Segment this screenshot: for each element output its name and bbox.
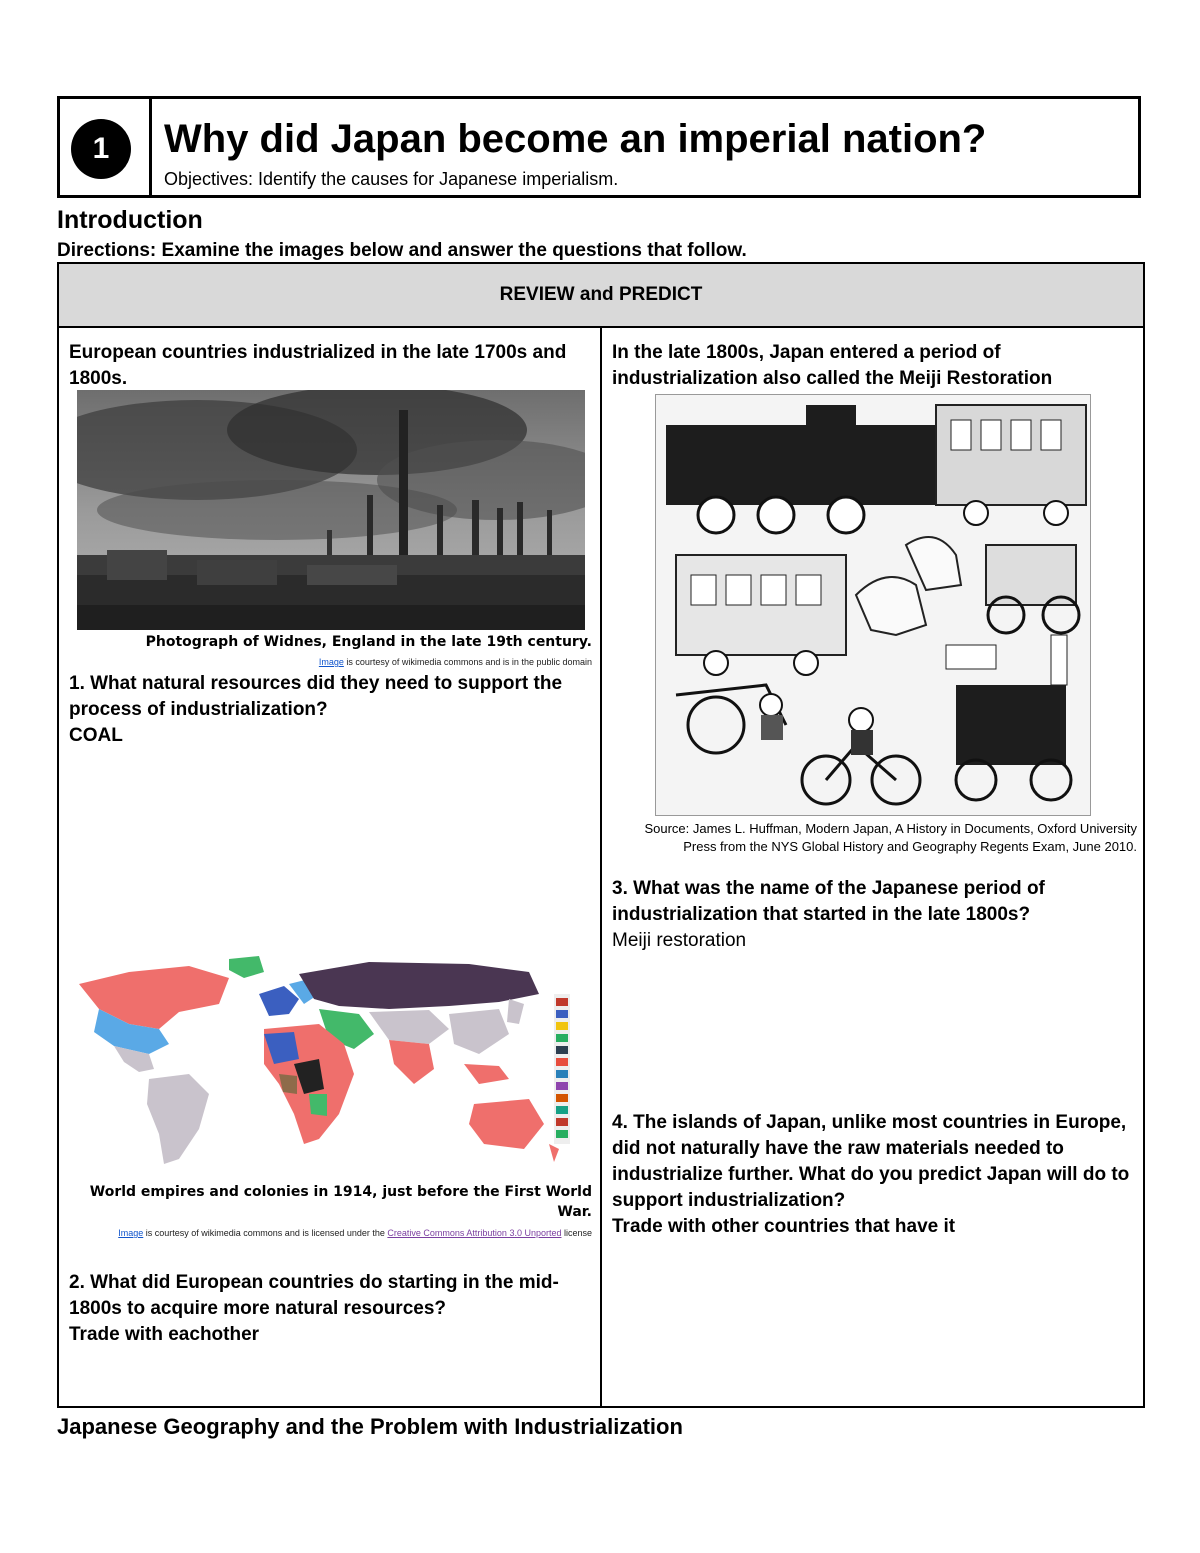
objectives-text: Objectives: Identify the causes for Japanese imperialism. [164, 169, 619, 189]
review-predict-table [57, 262, 1145, 1408]
world-empires-map [69, 954, 589, 1174]
photo-caption: Photograph of Widnes, England in the late 19th century. [145, 634, 592, 650]
left-intro-text: European countries industrialized in the late 1700s and 1800s. [69, 342, 567, 389]
world-map-image [69, 954, 589, 1174]
introduction-heading: Introduction [57, 206, 203, 234]
meiji-street-scene-image [656, 395, 1090, 815]
column-divider [600, 328, 602, 1408]
question-3: 3. What was the name of the Japanese period of industrialization that started in the late 1800s? [612, 878, 1045, 925]
widnes-factory-photo [77, 390, 585, 630]
answer-3[interactable]: Meiji restoration [612, 930, 747, 951]
meiji-illustration [655, 394, 1091, 816]
question-1: 1. What natural resources did they need to support the process of industrialization? [69, 673, 563, 720]
factory-smokestacks-image [77, 390, 585, 630]
section-heading: Japanese Geography and the Problem with Industrialization [57, 1414, 683, 1439]
question-2: 2. What did European countries do starting in the mid-1800s to acquire more natural resources? [69, 1272, 559, 1319]
map-credit [69, 1226, 592, 1240]
lesson-number-badge: 1 [71, 119, 131, 179]
page-title: Why did Japan become an imperial nation? [164, 117, 987, 161]
lesson-number-cell [60, 99, 152, 195]
photo-credit [69, 657, 592, 667]
table-header: REVIEW and PREDICT [59, 264, 1143, 328]
right-intro-text: In the late 1800s, Japan entered a period of industrialization also called the Meiji Restoration [612, 342, 1053, 389]
map-credit-license-link[interactable]: Creative Commons Attribution 3.0 Unported [387, 1228, 562, 1238]
photo-credit-text: is courtesy of wikimedia commons and is in the public domain [343, 657, 592, 667]
map-credit-end: license [561, 1228, 592, 1238]
photo-credit-link[interactable]: Image [318, 657, 344, 667]
map-caption: World empires and colonies in 1914, just before the First World War. [89, 1184, 592, 1220]
lesson-header [57, 96, 1141, 198]
illustration-source: Source: James L. Huffman, Modern Japan, A History in Documents, Oxford University Press from the NYS Global History and Geography Regents Exam, June 2010. [644, 821, 1137, 854]
directions-text: Directions: Examine the images below and answer the questions that follow. [57, 240, 747, 261]
map-credit-link[interactable]: Image [118, 1228, 144, 1238]
question-4: 4. The islands of Japan, unlike most countries in Europe, did not naturally have the raw materials needed to industrialize further. What do you predict Japan will do to support industrialization? [612, 1112, 1130, 1211]
map-credit-text: is courtesy of wikimedia commons and is licensed under the [143, 1228, 388, 1238]
answer-1[interactable]: COAL [69, 725, 123, 746]
answer-4[interactable]: Trade with other countries that have it [612, 1216, 956, 1237]
answer-2[interactable]: Trade with eachother [69, 1324, 260, 1345]
